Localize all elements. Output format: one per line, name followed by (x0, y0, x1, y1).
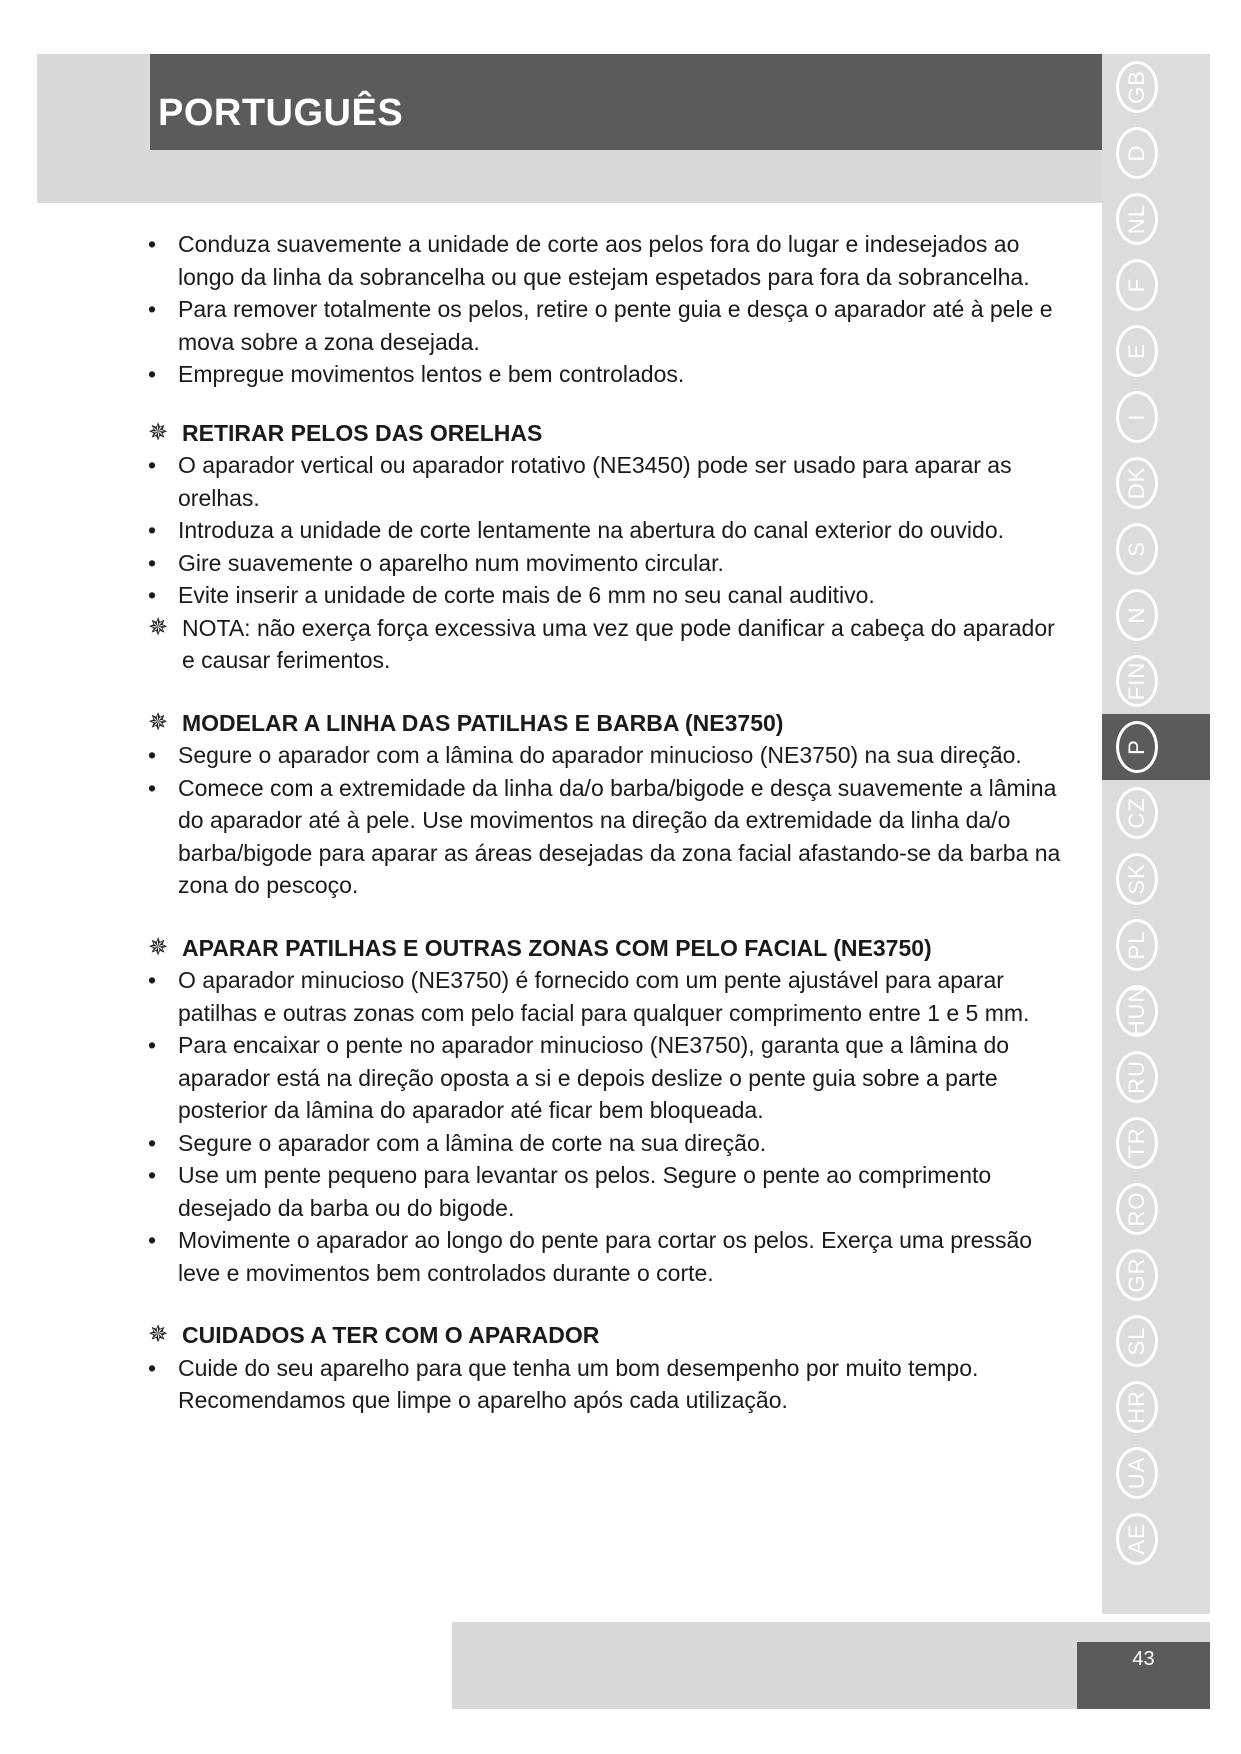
language-tab-cz[interactable] (1102, 780, 1210, 846)
language-tab-p[interactable] (1102, 714, 1210, 780)
list-item: • O aparador minucioso (NE3750) é fornecido com um pente ajustável para aparar patilhas e outras zonas com pelo facial para qualquer comprimento entre 1 e 5 mm. (148, 964, 1068, 1029)
section-heading (148, 1319, 1068, 1352)
section-heading (148, 417, 1068, 450)
list-item: • Gire suavemente o aparelho num movimento circular. (148, 547, 1068, 580)
language-code: D (1124, 144, 1149, 162)
list-item: • Evite inserir a unidade de corte mais de 6 mm no seu canal auditivo. (148, 579, 1068, 612)
language-code: I (1124, 413, 1149, 421)
list-item: • Comece com a extremidade da linha da/o barba/bigode e desça suavemente a lâmina do aparador até à pele. Use movimentos na direção da extremidade da linha da/o barba/bigode para aparar as áreas desejadas da zona facial afastando-se da barba na zona do pescoço. (148, 772, 1068, 902)
language-tab-ro[interactable] (1102, 1176, 1210, 1242)
list-item: • Movimente o aparador ao longo do pente para cortar os pelos. Exerça uma pressão leve e movimentos bem controlados durante o corte. (148, 1224, 1068, 1289)
list-item: • Para encaixar o pente no aparador minucioso (NE3750), garanta que a lâmina do aparador está na direção oposta a si e depois deslize o pente guia sobre a parte posterior da lâmina do aparador até ficar bem bloqueada. (148, 1029, 1068, 1127)
language-tab-pl[interactable] (1102, 912, 1210, 978)
language-code: HUN (1124, 985, 1149, 1037)
language-code: GR (1124, 1257, 1149, 1293)
language-tab-tr[interactable] (1102, 1110, 1210, 1176)
page-number-box (1077, 1642, 1210, 1709)
list-item: • Segure o aparador com a lâmina do aparador minucioso (NE3750) na sua direção. (148, 739, 1068, 772)
language-code: TR (1124, 1127, 1149, 1159)
language-code: E (1124, 343, 1149, 359)
language-code: PL (1124, 930, 1149, 960)
page-number: 43 (1132, 1648, 1155, 1670)
language-code: S (1124, 541, 1149, 557)
language-tab-hr[interactable] (1102, 1374, 1210, 1440)
language-code: FIN (1124, 661, 1149, 701)
list-item: • Cuide do seu aparelho para que tenha um bom desempenho por muito tempo. Recomendamos que limpe o aparelho após cada utilização. (148, 1352, 1068, 1417)
list-item: • Para remover totalmente os pelos, retire o pente guia e desça o aparador até à pele e mova sobre a zona desejada. (148, 293, 1068, 358)
section-heading-text: CUIDADOS A TER COM O APARADOR (182, 1322, 600, 1348)
language-tab-hun[interactable] (1102, 978, 1210, 1044)
language-tab-ua[interactable] (1102, 1440, 1210, 1506)
language-tab-ae[interactable] (1102, 1506, 1210, 1572)
language-tab-n[interactable] (1102, 582, 1210, 648)
language-code: GB (1124, 70, 1149, 104)
language-code: AE (1124, 1523, 1149, 1555)
gear-icon: ✵ (148, 418, 169, 446)
language-tab-nl[interactable] (1102, 186, 1210, 252)
language-code: F (1124, 277, 1149, 293)
language-tab-fin[interactable] (1102, 648, 1210, 714)
gear-icon: ✵ (148, 933, 169, 961)
note (148, 612, 1068, 677)
language-tab-sk[interactable] (1102, 846, 1210, 912)
language-tab-s[interactable] (1102, 516, 1210, 582)
language-code: HR (1124, 1390, 1149, 1424)
section-heading-text: APARAR PATILHAS E OUTRAS ZONAS COM PELO FACIAL (NE3750) (182, 934, 932, 961)
language-code: CZ (1124, 797, 1149, 829)
title-bar (150, 54, 1102, 150)
section-heading (148, 707, 1068, 740)
section-heading-text: RETIRAR PELOS DAS ORELHAS (182, 419, 543, 446)
note-text: NOTA: não exerça força excessiva uma vez que pode danificar a cabeça do aparador e causar ferimentos. (182, 614, 1055, 673)
language-tab-gb[interactable] (1102, 54, 1210, 120)
main-content (148, 228, 1068, 1417)
language-tab-e[interactable] (1102, 318, 1210, 384)
gear-icon: ✵ (148, 613, 169, 641)
language-code: UA (1124, 1456, 1149, 1490)
language-tab-f[interactable] (1102, 252, 1210, 318)
list-item: • Conduza suavemente a unidade de corte aos pelos fora do lugar e indesejados ao longo da linha da sobrancelha ou que estejam espetados para fora da sobrancelha. (148, 228, 1068, 293)
list-item: • Use um pente pequeno para levantar os pelos. Segure o pente ao comprimento desejado da barba ou do bigode. (148, 1159, 1068, 1224)
section-heading-text: MODELAR A LINHA DAS PATILHAS E BARBA (NE3750) (182, 709, 784, 736)
page-title: PORTUGUÊS (158, 92, 404, 134)
language-tab-i[interactable] (1102, 384, 1210, 450)
language-code: SL (1124, 1326, 1149, 1356)
language-code: RU (1124, 1060, 1149, 1094)
section-heading (148, 932, 1068, 965)
list-item: • Introduza a unidade de corte lentamente na abertura do canal exterior do ouvido. (148, 514, 1068, 547)
list-item: • Segure o aparador com a lâmina de corte na sua direção. (148, 1127, 1068, 1160)
language-code: SK (1124, 863, 1149, 895)
language-code: N (1124, 606, 1149, 624)
language-code: P (1124, 739, 1149, 755)
language-tab-d[interactable] (1102, 120, 1210, 186)
language-tab-ru[interactable] (1102, 1044, 1210, 1110)
gear-icon: ✵ (148, 1321, 169, 1348)
language-code: RO (1124, 1191, 1149, 1227)
list-item: • O aparador vertical ou aparador rotativo (NE3450) pode ser usado para aparar as orelhas. (148, 449, 1068, 514)
language-tab-gr[interactable] (1102, 1242, 1210, 1308)
language-tab-sl[interactable] (1102, 1308, 1210, 1374)
gear-icon: ✵ (148, 708, 169, 736)
list-item: • Empregue movimentos lentos e bem controlados. (148, 358, 1068, 391)
language-code: NL (1124, 203, 1149, 235)
language-tab-dk[interactable] (1102, 450, 1210, 516)
language-code: DK (1124, 466, 1149, 500)
